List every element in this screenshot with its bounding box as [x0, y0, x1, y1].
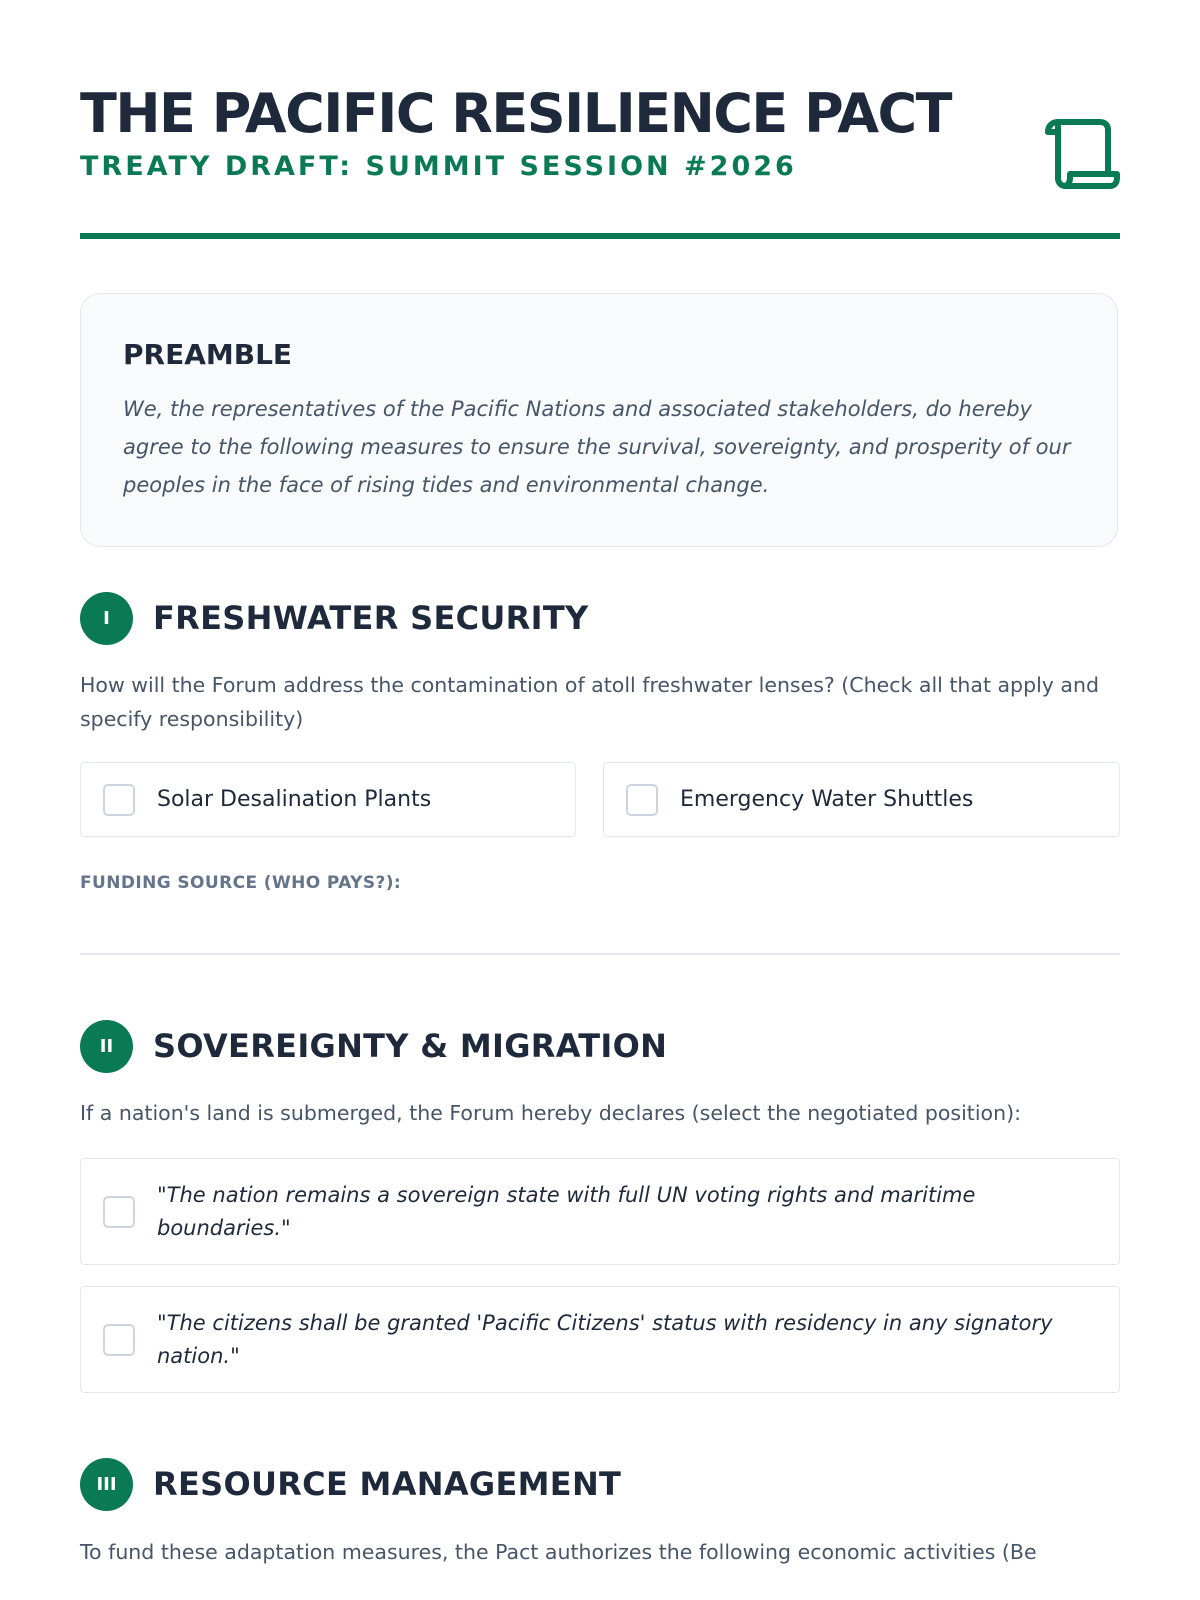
option-pacific-citizens[interactable] — [80, 1286, 1120, 1393]
checkbox[interactable] — [103, 784, 135, 816]
section-numeral: I — [80, 592, 133, 645]
document-title: THE PACIFIC RESILIENCE PACT — [80, 82, 951, 145]
funding-source-input[interactable] — [80, 913, 1120, 955]
section-prompt: How will the Forum address the contamination of atoll freshwater lenses? (Check all that apply and specify responsibility) — [80, 673, 1099, 731]
header-divider — [80, 233, 1120, 239]
section-numeral: III — [80, 1458, 133, 1511]
section-prompt: If a nation's land is submerged, the Forum hereby declares (select the negotiated position): — [80, 1101, 1021, 1125]
preamble-heading: PREAMBLE — [123, 338, 293, 371]
section-prompt: To fund these adaptation measures, the Pact authorizes the following economic activities (Be — [80, 1540, 1037, 1564]
section-resource-header — [80, 1457, 621, 1511]
preamble-text: We, the representatives of the Pacific Nations and associated stakeholders, do hereby agree to the following measures to ensure the survival, sovereignty, and prosperity of our peoples in the face of rising tides and environmental change. — [123, 397, 1071, 497]
option-emergency-shuttles[interactable] — [603, 762, 1120, 837]
checkbox[interactable] — [626, 784, 658, 816]
section-title: FRESHWATER SECURITY — [153, 599, 589, 637]
treaty-document — [80, 0, 1120, 1564]
section-freshwater-header — [80, 591, 588, 645]
option-label: Solar Desalination Plants — [157, 787, 432, 812]
document-header — [80, 0, 1120, 238]
funding-source-label: FUNDING SOURCE (WHO PAYS?): — [80, 873, 402, 893]
option-sovereign-state[interactable] — [80, 1158, 1120, 1265]
checkbox[interactable] — [103, 1324, 135, 1356]
option-label: "The citizens shall be granted 'Pacific Citizens' status with residency in any signatory nation." — [157, 1310, 1053, 1368]
section-sovereignty-header — [80, 1019, 667, 1073]
section-title: RESOURCE MANAGEMENT — [153, 1465, 622, 1503]
option-label: Emergency Water Shuttles — [680, 787, 974, 812]
section-title: SOVEREIGNTY & MIGRATION — [153, 1027, 668, 1065]
option-solar-desalination[interactable] — [80, 762, 576, 837]
section-numeral: II — [80, 1020, 133, 1073]
preamble-card — [80, 293, 1118, 547]
checkbox[interactable] — [103, 1196, 135, 1228]
scroll-icon — [1044, 118, 1120, 190]
option-label: "The nation remains a sovereign state with full UN voting rights and maritime boundaries." — [157, 1182, 976, 1240]
document-subtitle: TREATY DRAFT: SUMMIT SESSION #2026 — [80, 151, 797, 182]
